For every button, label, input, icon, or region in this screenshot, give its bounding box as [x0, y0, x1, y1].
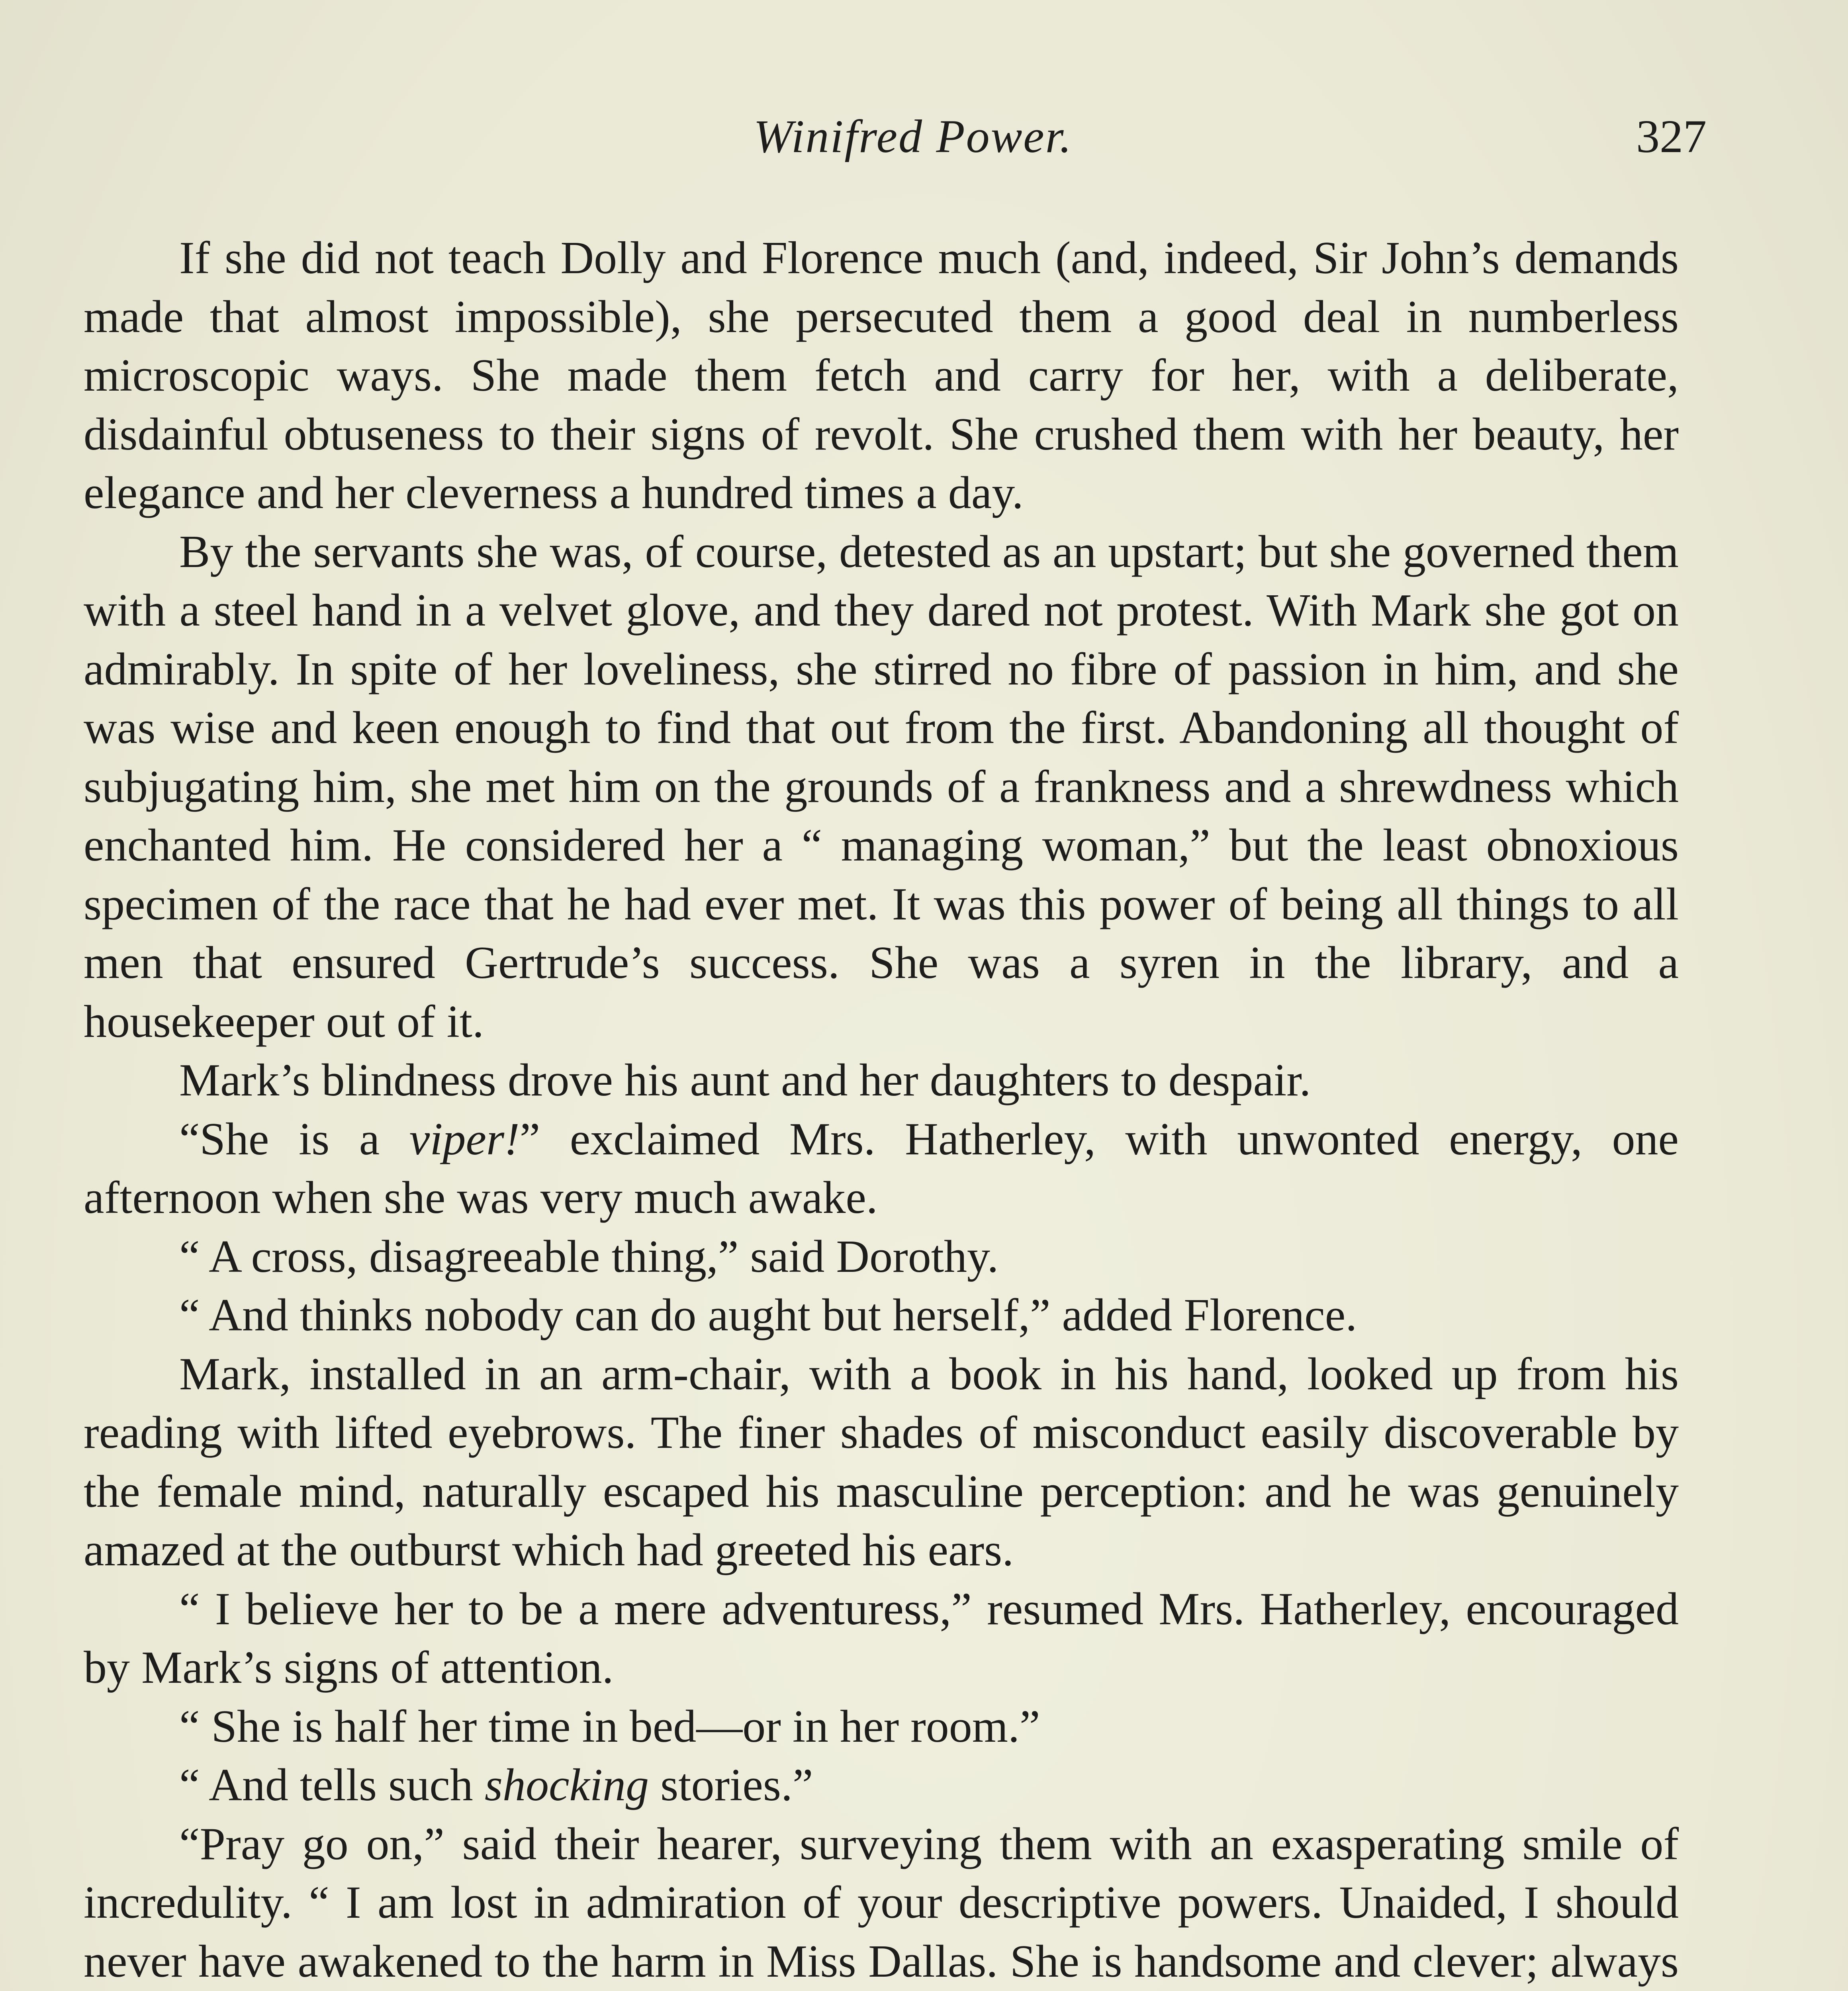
paragraph: Mark’s blindness drove his aunt and her daughters to despair.	[179, 1055, 1311, 1106]
paragraph: “ She is half her time in bed—or in her room.”	[179, 1701, 1040, 1752]
page-number: 327	[1636, 110, 1707, 162]
body-text	[84, 229, 1679, 1991]
paragraph: “She is a viper!” exclaimed Mrs. Hatherley, with unwonted energy, one afternoon when she was very much awake.	[84, 1113, 1679, 1223]
paragraph: “ And thinks nobody can do aught but herself,” added Florence.	[179, 1290, 1357, 1341]
paragraph: “ And tells such shocking stories.”	[179, 1760, 813, 1811]
page-header	[119, 106, 1707, 173]
paragraph: If she did not teach Dolly and Florence much (and, indeed, Sir John’s demands made that almost impossible), she persecuted them a good deal in numberless microscopic ways. She made them fetch and carry for her, with a deliberate, disdainful obtuseness to their signs of revolt. She crushed them with her beauty, her elegance and her cleverness a hundred times a day.	[84, 233, 1679, 518]
paragraph: “Pray go on,” said their hearer, surveying them with an exasperating smile of incredulity. “ I am lost in admiration of your descriptive powers. Unaided, I should never have awakened to the harm in Miss Dallas. She is handsome and clever; always	[84, 1818, 1679, 1987]
running-title: Winifred Power.	[753, 110, 1073, 162]
paragraph: “ I believe her to be a mere adventuress,” resumed Mrs. Hatherley, encouraged by Mark’s signs of attention.	[84, 1583, 1679, 1693]
paragraph: “ A cross, disagreeable thing,” said Dorothy.	[179, 1231, 999, 1282]
paragraph: By the servants she was, of course, detested as an upstart; but she governed them with a steel hand in a velvet glove, and they dared not protest. With Mark she got on admirably. In spite of her loveliness, she stirred no fibre of passion in him, and she was wise and keen enough to find that out from the first. Abandoning all thought of subjugating him, she met him on the grounds of a frankness and a shrewdness which enchanted him. He considered her a “ managing woman,” but the least obnoxious specimen of the race that he had ever met. It was this power of being all things to all men that ensured Gertrude’s success. She was a syren in the library, and a housekeeper out of it.	[84, 526, 1679, 1047]
paragraph: Mark, installed in an arm-chair, with a book in his hand, looked up from his reading with lifted eyebrows. The finer shades of misconduct easily discoverable by the female mind, naturally escaped his masculine perception: and he was genuinely amazed at the outburst which had greeted his ears.	[84, 1348, 1679, 1576]
